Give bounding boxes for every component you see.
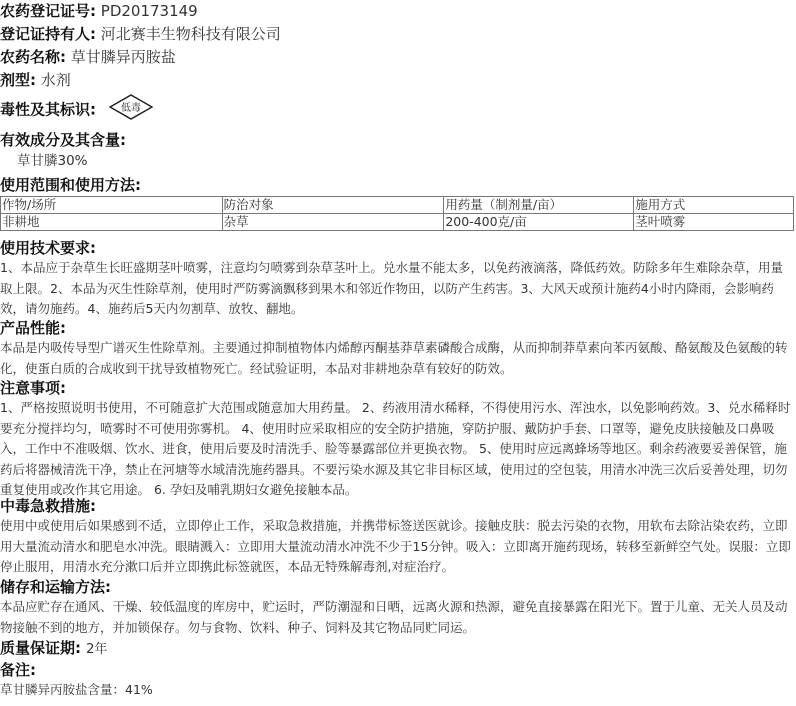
table-row <box>1 214 794 231</box>
holder-value: 河北赛丰生物科技有限公司 <box>100 25 281 43</box>
performance-text: 本品是内吸传导型广谱灭生性除草剂。主要通过抑制植物体内烯醇丙酮基莽草素磷酸合成酶，从而抑制莽草素向苯丙氨酸、酪氨酸及色氨酸的转化，使蛋白质的合成收到干扰导致植物死亡。经试验证明，本品对非耕地杂草有较好的防效。 <box>0 340 788 376</box>
shelf-line <box>0 637 107 661</box>
cautions-text: 1、严格按照说明书使用，不可随意扩大范围或随意加大用药量。 2、药液用清水稀释，不得使用污水、浑浊水，以免影响药效。3、兑水稀释时要充分搅拌均匀，喷雾时不可使用弥雾机。 4、使用时应采取相应的安全防护措施，穿防护服、戴防护手套、口罩等，避免皮肤接触及口鼻吸入，工作中不准吸烟、饮水、进食，使用后要及时清洗手、脸等暴露部位并更换衣物。 5、使用时应远离蜂场等地区。剩余药液要妥善保管，施药后将器械清洗干净，禁止在河塘等水域清洗施药器具。不要污染水源及其它非目标区域，使用过的空包装，用清水冲洗三次后妥善处理，切勿重复使用或改作其它用途。 6. 孕妇及哺乳期妇女避免接触本品。 <box>0 400 791 497</box>
formulation-value: 水剂 <box>40 71 71 89</box>
active-value: 草甘膦30% <box>17 153 88 169</box>
name-line <box>0 46 176 68</box>
shelf-value: 2年 <box>86 642 108 657</box>
cell-method: 茎叶喷雾 <box>634 214 794 231</box>
formulation-label: 剂型: <box>0 71 36 89</box>
toxicity-badge-text: 低毒 <box>120 103 141 114</box>
toxicity-label: 毒性及其标识: <box>0 100 96 119</box>
header-target: 防治对象 <box>222 197 444 214</box>
header-dosage: 用药量（制剂量/亩） <box>444 197 634 214</box>
cell-crop: 非耕地 <box>1 214 223 231</box>
reg-no-value: PD20173149 <box>100 2 198 20</box>
table-header-row <box>1 197 794 214</box>
tech-heading: 使用技术要求: <box>0 239 96 257</box>
formulation-line <box>0 69 71 91</box>
toxicity-line <box>0 94 153 126</box>
low-toxicity-badge-icon <box>109 94 153 126</box>
usage-table <box>0 196 794 231</box>
header-method: 施用方式 <box>634 197 794 214</box>
cell-dosage: 200-400克/亩 <box>444 214 634 231</box>
remarks-heading: 备注: <box>0 661 36 679</box>
name-value: 草甘膦异丙胺盐 <box>70 48 176 66</box>
firstaid-heading: 中毒急救措施: <box>0 497 96 515</box>
tech-text: 1、本品应于杂草生长旺盛期茎叶喷雾，注意均匀喷雾到杂草茎叶上。兑水量不能太多，以免药液滴落，降低药效。防除多年生难除杂草，用量取上限。2、本品为灭生性除草剂，使用时严防雾滴飘移到果木和邻近作物田，以防产生药害。3、大风天或预计施药4小时内降雨，会影响药效，请勿施药。4、施药后5天内勿割草、放牧、翻地。 <box>0 260 783 316</box>
firstaid-text: 使用中或使用后如果感到不适，立即停止工作，采取急救措施，并携带标签送医就诊。接触皮肤：脱去污染的衣物，用软布去除沾染农药，立即用大量流动清水和肥皂水冲洗。眼睛溅入：立即用大量流动清水冲洗不少于15分钟。吸入：立即离开施药现场，转移至新鲜空气处。误服：立即停止服用，用清水充分漱口后并立即携此标签就医，本品无特殊解毒剂,对症治疗。 <box>0 518 791 574</box>
cautions-heading: 注意事项: <box>0 379 66 397</box>
header-crop: 作物/场所 <box>1 197 223 214</box>
storage-text: 本品应贮存在通风、干燥、较低温度的库房中，贮运时，严防潮湿和日晒，远离火源和热源，避免直接暴露在阳光下。置于儿童、无关人员及动物接触不到的地方，并加锁保存。勿与食物、饮料、种子、饲料及其它物品同贮同运。 <box>0 599 788 635</box>
active-heading: 有效成分及其含量: <box>0 131 126 149</box>
performance-heading: 产品性能: <box>0 319 66 337</box>
remarks-text: 草甘膦异丙胺盐含量：41% <box>0 682 153 697</box>
usage-heading: 使用范围和使用方法: <box>0 176 141 194</box>
name-label: 农药名称: <box>0 48 66 66</box>
shelf-label: 质量保证期: <box>0 639 81 657</box>
cell-target: 杂草 <box>222 214 444 231</box>
storage-heading: 储存和运输方法: <box>0 578 111 596</box>
reg-no-label: 农药登记证号: <box>0 2 96 20</box>
holder-label: 登记证持有人: <box>0 25 96 43</box>
holder-line <box>0 23 281 45</box>
reg-no-line <box>0 0 198 22</box>
